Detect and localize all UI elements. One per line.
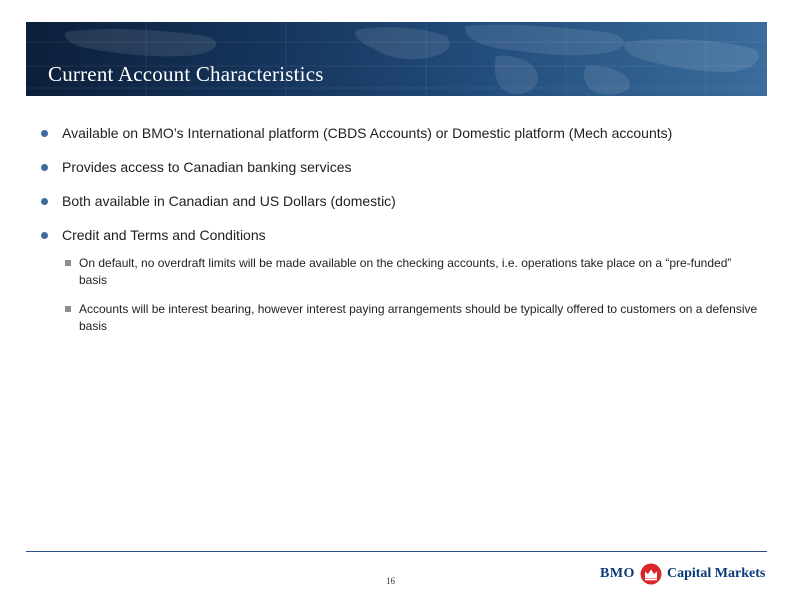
- bullet-text-2: Provides access to Canadian banking services: [62, 159, 352, 175]
- bmo-roundel-icon: [640, 563, 662, 585]
- sub-bullet-square-icon: [65, 260, 71, 266]
- bullet-text-3: Both available in Canadian and US Dollars (domestic): [62, 193, 396, 209]
- bullet-item-3: [40, 192, 760, 211]
- sub-bullet-text-2: Accounts will be interest bearing, however interest paying arrangements should be typically offered to customers on a defensive basis: [79, 302, 758, 333]
- sub-bullet-item-2: [40, 301, 760, 335]
- logo-text-bmo: BMO: [600, 566, 635, 581]
- slide-content: [40, 124, 760, 335]
- footer-divider: [26, 551, 767, 552]
- sub-bullet-item-1: [40, 255, 760, 289]
- page-number: 16: [386, 576, 395, 586]
- bullet-dot-icon: [41, 198, 48, 205]
- slide-header-banner: [26, 22, 767, 96]
- bullet-text-4: Credit and Terms and Conditions: [62, 227, 266, 243]
- bmo-capital-markets-logo: [600, 561, 765, 587]
- sub-bullet-square-icon: [65, 306, 71, 312]
- bullet-dot-icon: [41, 164, 48, 171]
- bullet-text-1: Available on BMO’s International platform (CBDS Accounts) or Domestic platform (Mech accounts): [62, 125, 673, 141]
- bullet-dot-icon: [41, 232, 48, 239]
- bullet-item-2: [40, 158, 760, 177]
- bullet-item-1: [40, 124, 760, 143]
- logo-text-capital-markets: Capital Markets: [666, 566, 766, 581]
- bullet-item-4: [40, 226, 760, 245]
- slide-title: Current Account Characteristics: [48, 62, 324, 86]
- bullet-dot-icon: [41, 130, 48, 137]
- sub-bullet-text-1: On default, no overdraft limits will be made available on the checking accounts, i.e. operations take place on a “pre-funded” basis: [79, 256, 732, 287]
